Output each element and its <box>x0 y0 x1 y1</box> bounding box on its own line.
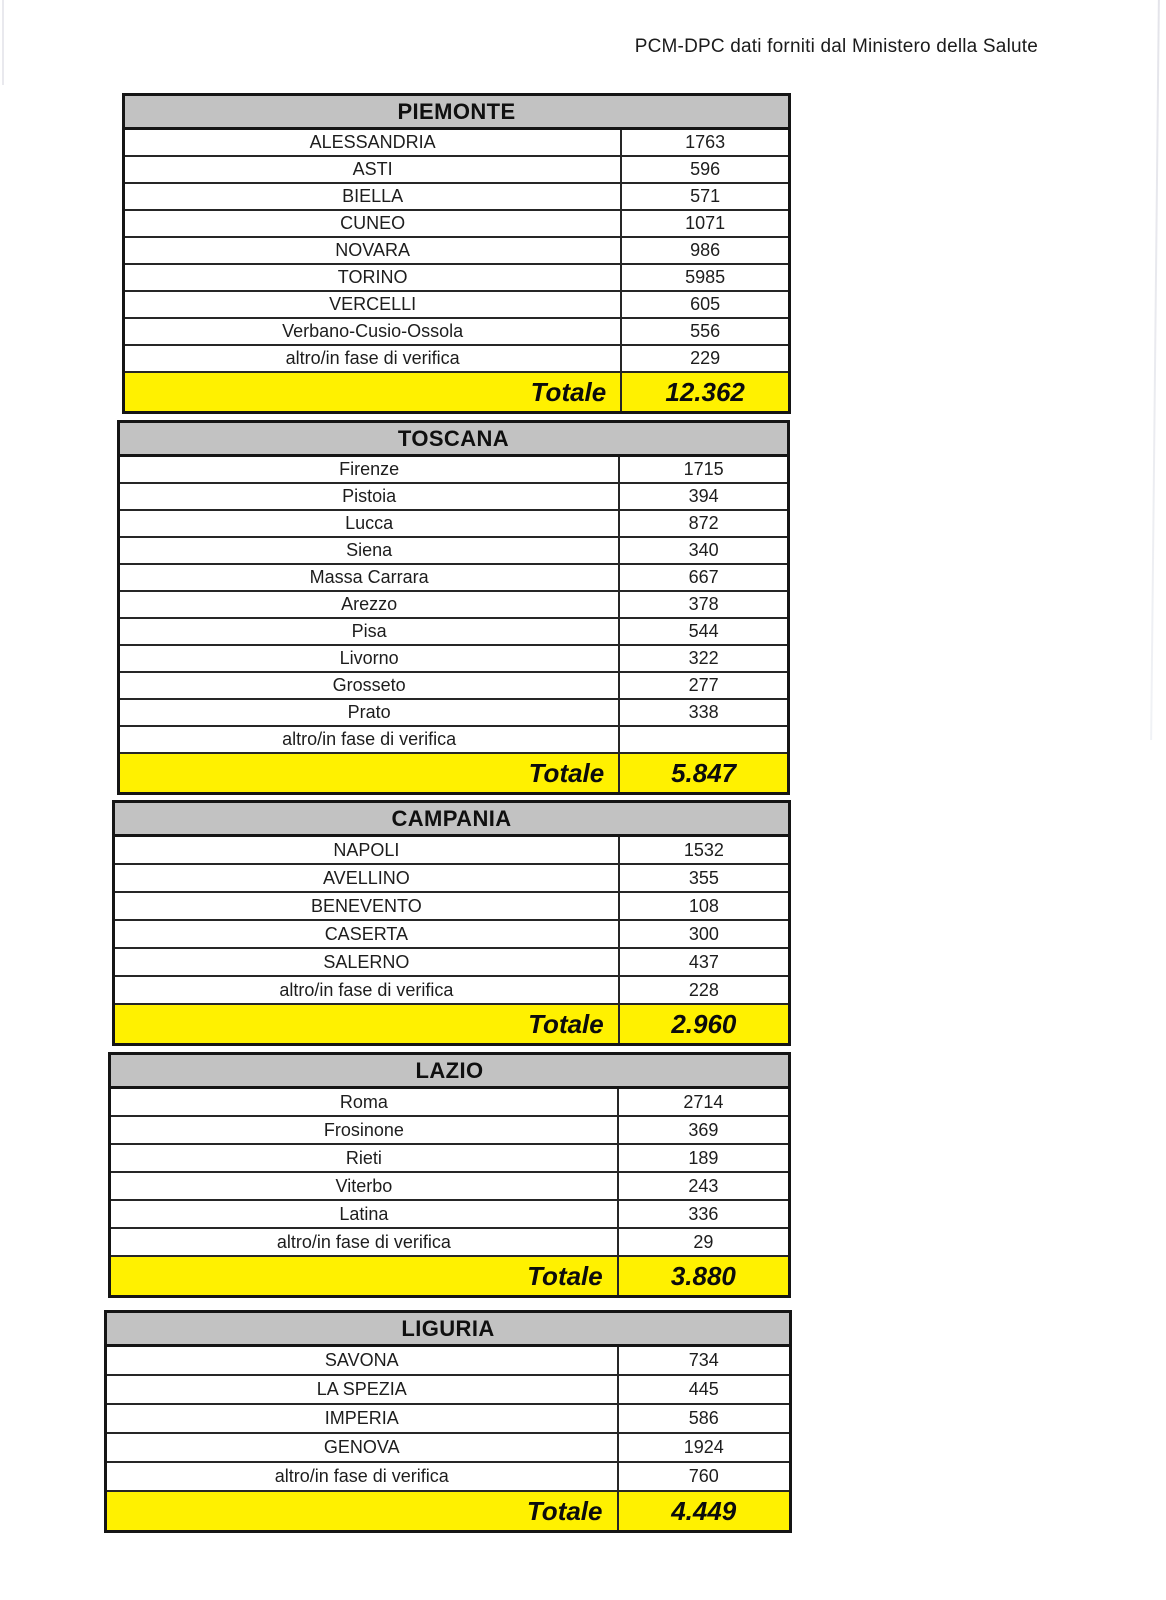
province-name: Viterbo <box>111 1173 619 1199</box>
table-row <box>125 184 788 211</box>
table-row <box>107 1405 789 1434</box>
province-value: 378 <box>688 594 719 614</box>
province-name: ASTI <box>125 157 622 182</box>
table-row <box>111 1173 788 1201</box>
table-row <box>120 727 787 754</box>
table-row <box>120 646 787 673</box>
total-row <box>111 1257 788 1295</box>
province-value: 322 <box>688 648 719 668</box>
province-name: NOVARA <box>125 238 622 263</box>
region-header: PIEMONTE <box>125 96 788 130</box>
province-name: altro/in fase di verifica <box>125 346 622 371</box>
province-name: LA SPEZIA <box>107 1376 619 1403</box>
table-row <box>120 538 787 565</box>
province-name: Prato <box>120 700 620 725</box>
province-name: VERCELLI <box>125 292 622 317</box>
table-row <box>120 511 787 538</box>
province-value: 338 <box>688 702 719 722</box>
province-value <box>620 727 787 752</box>
province-name: Siena <box>120 538 620 563</box>
province-value: 596 <box>690 159 721 179</box>
province-name: Frosinone <box>111 1117 619 1143</box>
province-name: BENEVENTO <box>115 893 620 919</box>
table-row <box>111 1117 788 1145</box>
region-header: CAMPANIA <box>115 803 788 837</box>
province-name: SALERNO <box>115 949 620 975</box>
table-row <box>111 1229 788 1257</box>
table-row <box>120 619 787 646</box>
province-value: 243 <box>688 1175 719 1196</box>
region-header: LAZIO <box>111 1055 788 1089</box>
province-name: Pistoia <box>120 484 620 509</box>
province-value: 586 <box>688 1408 719 1428</box>
total-value: 5.847 <box>671 757 737 788</box>
province-name: ALESSANDRIA <box>125 130 622 155</box>
table-row <box>125 130 788 157</box>
table-row <box>125 157 788 184</box>
province-value: 872 <box>688 513 719 533</box>
province-value: 1532 <box>683 839 724 860</box>
province-value: 445 <box>688 1379 719 1399</box>
province-name: Roma <box>111 1089 619 1115</box>
province-name: CASERTA <box>115 921 620 947</box>
province-value: 5985 <box>685 267 726 287</box>
province-name: CUNEO <box>125 211 622 236</box>
table-row <box>107 1376 789 1405</box>
total-value: 12.362 <box>665 376 745 407</box>
province-value: 189 <box>688 1147 719 1168</box>
total-row <box>125 373 788 411</box>
province-value: 336 <box>688 1203 719 1224</box>
province-value: 369 <box>688 1119 719 1140</box>
province-value: 1071 <box>685 213 726 233</box>
province-value: 667 <box>688 567 719 587</box>
province-value: 556 <box>690 321 721 341</box>
table-row <box>120 673 787 700</box>
province-name: Lucca <box>120 511 620 536</box>
province-value: 394 <box>688 486 719 506</box>
province-name: Grosseto <box>120 673 620 698</box>
table-row <box>120 457 787 484</box>
total-label: Totale <box>120 754 620 792</box>
table-row <box>115 921 788 949</box>
province-value: 340 <box>688 540 719 560</box>
province-name: NAPOLI <box>115 837 620 863</box>
table-row <box>115 837 788 865</box>
total-label: Totale <box>115 1005 620 1043</box>
total-row <box>107 1492 789 1530</box>
total-row <box>120 754 787 792</box>
region-table-piemonte <box>122 93 791 414</box>
province-name: altro/in fase di verifica <box>107 1463 619 1490</box>
province-value: 108 <box>688 895 719 916</box>
province-value: 2714 <box>683 1091 724 1112</box>
table-row <box>111 1145 788 1173</box>
region-table-liguria <box>104 1310 792 1533</box>
province-name: Rieti <box>111 1145 619 1171</box>
province-value: 1924 <box>683 1437 724 1457</box>
province-name: Verbano-Cusio-Ossola <box>125 319 622 344</box>
province-value: 228 <box>688 979 719 1000</box>
province-value: 605 <box>690 294 721 314</box>
province-name: Massa Carrara <box>120 565 620 590</box>
table-row <box>111 1201 788 1229</box>
region-table-lazio <box>108 1052 791 1298</box>
province-name: Pisa <box>120 619 620 644</box>
table-row <box>115 865 788 893</box>
province-value: 544 <box>688 621 719 641</box>
table-row <box>107 1463 789 1492</box>
province-value: 734 <box>688 1350 719 1370</box>
table-row <box>125 211 788 238</box>
table-row <box>115 977 788 1005</box>
province-value: 986 <box>690 240 721 260</box>
province-value: 29 <box>693 1231 714 1252</box>
table-row <box>125 238 788 265</box>
province-name: IMPERIA <box>107 1405 619 1432</box>
province-value: 229 <box>690 348 721 368</box>
table-row <box>107 1434 789 1463</box>
table-row <box>115 893 788 921</box>
total-label: Totale <box>111 1257 619 1295</box>
province-name: altro/in fase di verifica <box>111 1229 619 1255</box>
total-value: 3.880 <box>670 1260 736 1291</box>
table-row <box>125 319 788 346</box>
province-value: 571 <box>690 186 721 206</box>
province-name: SAVONA <box>107 1347 619 1374</box>
province-name: BIELLA <box>125 184 622 209</box>
table-row <box>111 1089 788 1117</box>
total-value: 2.960 <box>671 1008 737 1039</box>
total-value: 4.449 <box>671 1495 737 1526</box>
table-row <box>120 565 787 592</box>
table-row <box>120 592 787 619</box>
table-row <box>120 484 787 511</box>
province-name: Latina <box>111 1201 619 1227</box>
table-row <box>125 346 788 373</box>
region-header: LIGURIA <box>107 1313 789 1347</box>
region-table-campania <box>112 800 791 1046</box>
table-row <box>115 949 788 977</box>
province-name: TORINO <box>125 265 622 290</box>
province-value: 760 <box>688 1466 719 1486</box>
region-table-toscana <box>117 420 790 795</box>
province-name: altro/in fase di verifica <box>115 977 620 1003</box>
total-label: Totale <box>107 1492 619 1530</box>
province-name: Firenze <box>120 457 620 482</box>
province-name: altro/in fase di verifica <box>120 727 620 752</box>
region-header: TOSCANA <box>120 423 787 457</box>
province-value: 355 <box>688 867 719 888</box>
province-value: 437 <box>688 951 719 972</box>
province-value: 1763 <box>685 132 726 152</box>
scan-artifact-line <box>1150 0 1160 740</box>
province-name: Livorno <box>120 646 620 671</box>
total-row <box>115 1005 788 1043</box>
table-row <box>120 700 787 727</box>
province-value: 277 <box>688 675 719 695</box>
table-row <box>125 292 788 319</box>
province-name: GENOVA <box>107 1434 619 1461</box>
table-row <box>107 1347 789 1376</box>
province-value: 1715 <box>683 459 724 479</box>
province-value: 300 <box>688 923 719 944</box>
total-label: Totale <box>125 373 622 411</box>
province-name: AVELLINO <box>115 865 620 891</box>
scan-artifact-line <box>2 0 4 85</box>
table-row <box>125 265 788 292</box>
document-source-caption: PCM-DPC dati forniti dal Ministero della Salute <box>634 36 1038 57</box>
province-name: Arezzo <box>120 592 620 617</box>
